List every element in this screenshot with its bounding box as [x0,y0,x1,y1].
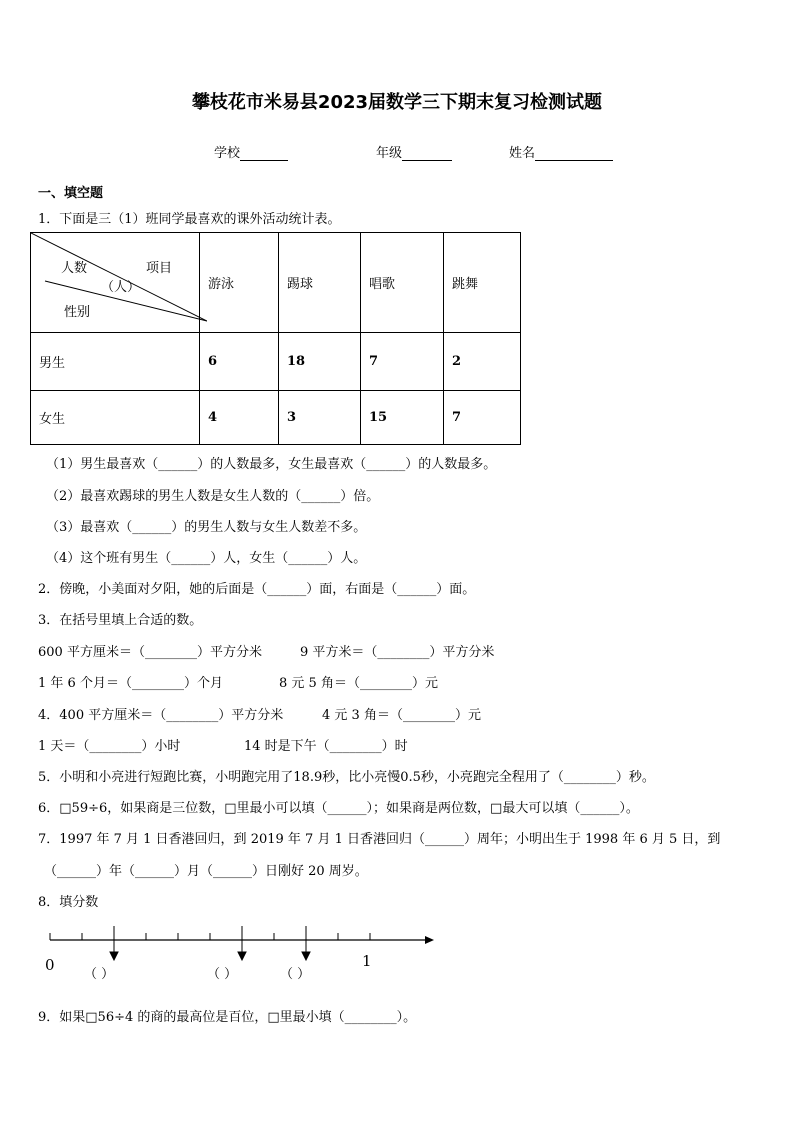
table-row-girls [31,391,521,445]
q3-b: 9 平方米＝（________）平方分米 [300,645,495,660]
girls-dance: 7 [444,391,521,445]
q3-d: 8 元 5 角＝（________）元 [279,676,438,691]
table-header-row [31,233,521,333]
school-label: 学校 [214,146,241,161]
girls-swim: 4 [200,391,279,445]
q3-c: 1 年 6 个月＝（________）个月 [38,676,223,691]
number-line-one: 1 [362,952,372,970]
question-8: 8．填分数 [38,895,99,910]
col-dance: 跳舞 [444,233,521,333]
question-7-line2: （______）年（______）月（______）日刚好 20 周岁。 [44,864,368,879]
header-unit: （人） [101,280,141,295]
q1-sub4: （4）这个班有男生（______）人，女生（______）人。 [46,551,367,566]
girls-football: 3 [279,391,361,445]
boys-football: 18 [279,333,361,391]
q1-sub1: （1）男生最喜欢（______）的人数最多，女生最喜欢（______）的人数最多。 [46,457,497,472]
question-1: 1．下面是三（1）班同学最喜欢的课外活动统计表。 [38,212,341,227]
q1-sub2: （2）最喜欢踢球的男生人数是女生人数的（______）倍。 [46,489,380,504]
boys-dance: 2 [444,333,521,391]
question-9: 9．如果□56÷4 的商的最高位是百位，□里最小填（________）。 [38,1010,417,1025]
col-swim: 游泳 [200,233,279,333]
number-line [44,924,436,964]
table-row-boys [31,333,521,391]
section-heading: 一、填空题 [38,186,104,201]
q1-sub3: （3）最喜欢（______）的男生人数与女生人数差不多。 [46,520,367,535]
q3-a: 600 平方厘米＝（________）平方分米 [38,645,262,660]
question-7-line1: 7．1997 年 7 月 1 日香港回归，到 2019 年 7 月 1 日香港回归（______）周年；小明出生于 1998 年 6 月 5 日，到 [38,832,721,847]
q4-c: 1 天＝（________）小时 [38,739,181,754]
col-football: 踢球 [279,233,361,333]
diagonal-header-cell [31,233,200,333]
col-sing: 唱歌 [361,233,444,333]
fraction-blank-1[interactable]: （ ） [84,967,115,982]
grade-blank[interactable] [402,146,452,161]
name-field[interactable] [509,142,613,161]
q4-a: 4．400 平方厘米＝（________）平方分米 [38,708,284,723]
header-item: 项目 [146,261,173,276]
boys-swim: 6 [200,333,279,391]
number-line-zero: 0 [45,956,55,974]
girls-sing: 15 [361,391,444,445]
question-3: 3．在括号里填上合适的数。 [38,613,203,628]
school-field[interactable] [214,142,288,161]
activity-table [30,232,521,445]
question-2: 2．傍晚，小美面对夕阳，她的后面是（______）面，右面是（______）面。 [38,582,476,597]
row-label-girls: 女生 [31,391,200,445]
fraction-blank-2[interactable]: （ ） [207,967,238,982]
question-6: 6．□59÷6，如果商是三位数，□里最小可以填（______）；如果商是两位数，□最大可以填（______）。 [38,801,639,816]
header-people: 人数 [61,261,88,276]
grade-label: 年级 [376,146,403,161]
question-5: 5．小明和小亮进行短跑比赛，小明跑完用了18.9秒，比小亮慢0.5秒，小亮跑完全程用了（________）秒。 [38,770,655,785]
page-title: 攀枝花市米易县2023届数学三下期末复习检测试题 [191,92,603,113]
row-label-boys: 男生 [31,333,200,391]
header-gender: 性别 [64,305,91,320]
school-blank[interactable] [240,146,288,161]
name-blank[interactable] [535,146,613,161]
q4-b: 4 元 3 角＝（________）元 [322,708,481,723]
boys-sing: 7 [361,333,444,391]
fraction-blank-3[interactable]: （ ） [280,967,311,982]
name-label: 姓名 [509,146,536,161]
q4-d: 14 时是下午（________）时 [244,739,408,754]
grade-field[interactable] [376,142,452,161]
